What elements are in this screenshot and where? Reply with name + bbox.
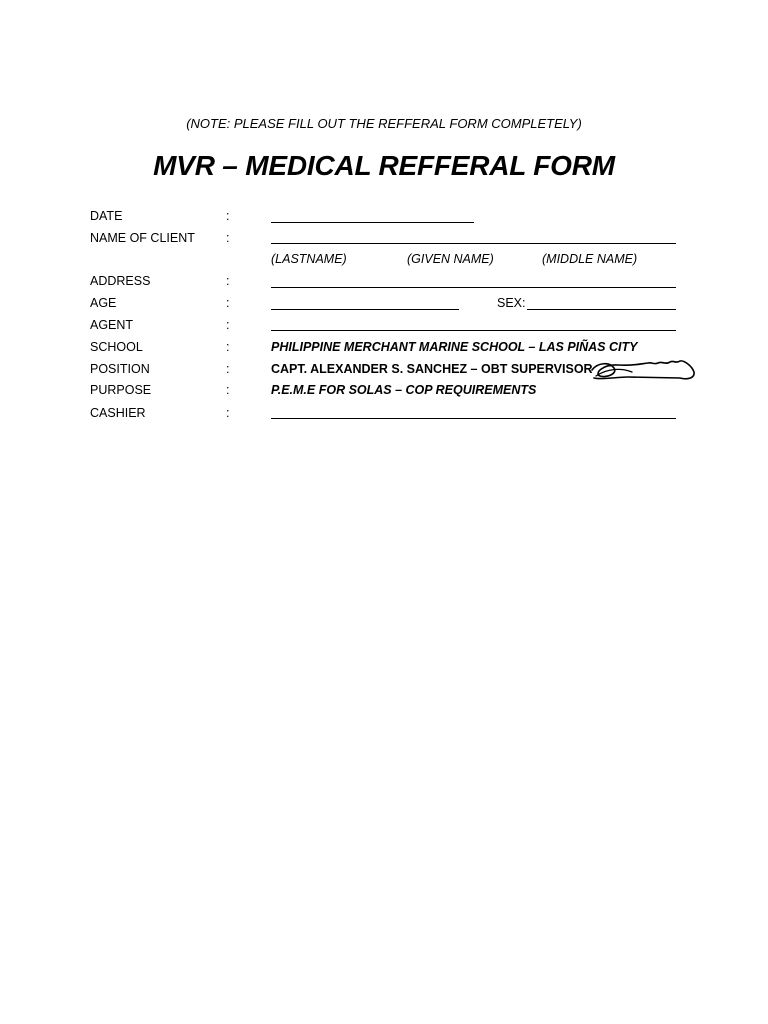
purpose-value: P.E.M.E FOR SOLAS – COP REQUIREMENTS (271, 383, 537, 397)
agent-colon: : (226, 318, 230, 332)
date-field-line[interactable] (271, 222, 474, 223)
name-of-client-field-line[interactable] (271, 243, 676, 244)
sex-label: SEX: (497, 296, 526, 310)
school-colon: : (226, 340, 230, 354)
lastname-sublabel: (LASTNAME) (271, 252, 347, 266)
cashier-field-line[interactable] (271, 418, 676, 419)
date-colon: : (226, 209, 230, 223)
name-of-client-label: NAME OF CLIENT (90, 231, 195, 245)
form-note: (NOTE: PLEASE FILL OUT THE REFFERAL FORM COMPLETELY) (186, 116, 582, 131)
signature-icon (588, 356, 696, 384)
sex-field-line[interactable] (527, 309, 676, 310)
name-of-client-colon: : (226, 231, 230, 245)
position-label: POSITION (90, 362, 150, 376)
date-label: DATE (90, 209, 123, 223)
cashier-label: CASHIER (90, 406, 146, 420)
agent-label: AGENT (90, 318, 134, 332)
age-label: AGE (90, 296, 117, 310)
age-colon: : (226, 296, 230, 310)
purpose-colon: : (226, 383, 230, 397)
position-colon: : (226, 362, 230, 376)
position-value: CAPT. ALEXANDER S. SANCHEZ – OBT SUPERVISOR (271, 362, 593, 376)
middle-name-sublabel: (MIDDLE NAME) (542, 252, 638, 266)
school-label: SCHOOL (90, 340, 143, 354)
given-name-sublabel: (GIVEN NAME) (407, 252, 494, 266)
form-title: MVR – MEDICAL REFFERAL FORM (153, 150, 615, 181)
address-colon: : (226, 274, 230, 288)
cashier-colon: : (226, 406, 230, 420)
address-field-line[interactable] (271, 287, 676, 288)
age-field-line[interactable] (271, 309, 459, 310)
purpose-label: PURPOSE (90, 383, 152, 397)
agent-field-line[interactable] (271, 330, 676, 331)
address-label: ADDRESS (90, 274, 151, 288)
school-value: PHILIPPINE MERCHANT MARINE SCHOOL – LAS PIÑAS CITY (271, 340, 638, 354)
